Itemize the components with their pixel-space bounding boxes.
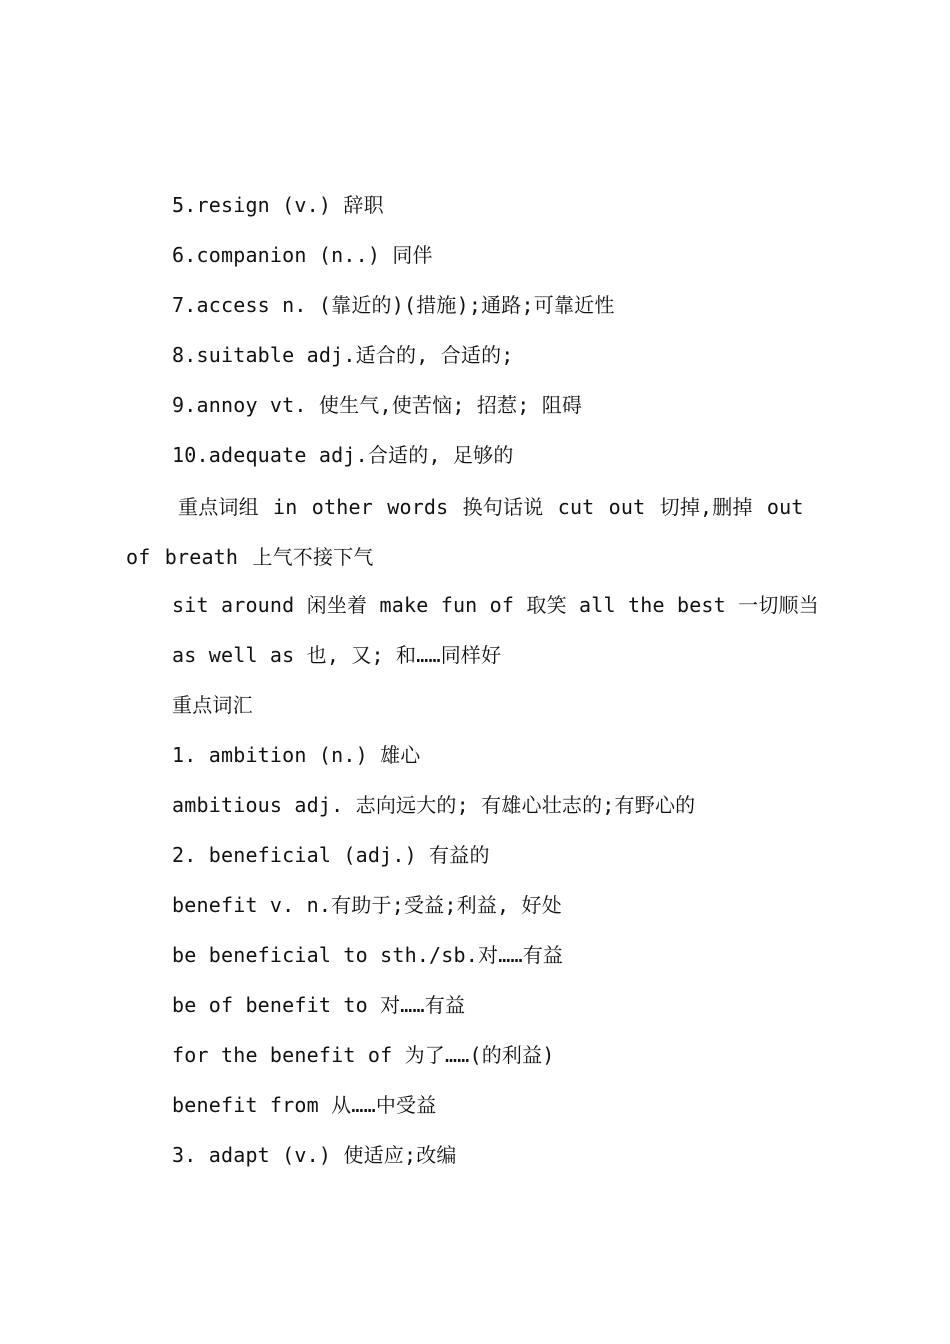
text-line: 2. beneficial (adj.) 有益的 — [172, 843, 490, 867]
text-line: ambitious adj. 志向远大的; 有雄心壮志的;有野心的 — [172, 793, 696, 817]
key-phrases-paragraph: 重点词组 in other words 换句话说 cut out 切掉,删掉 out of breath 上气不接下气 — [126, 495, 804, 569]
text-line: 7.access n. (靠近的)(措施);通路;可靠近性 — [172, 293, 615, 317]
section-heading: 重点词汇 — [172, 693, 253, 717]
text-line: 6.companion (n..) 同伴 — [172, 243, 433, 267]
text-line: 9.annoy vt. 使生气,使苦恼; 招惹; 阻碍 — [172, 393, 583, 417]
text-line: benefit v. n.有助于;受益;利益, 好处 — [172, 893, 562, 917]
text-line: be beneficial to sth./sb.对……有益 — [172, 943, 564, 967]
text-line: sit around 闲坐着 make fun of 取笑 all the best 一切顺当 — [172, 593, 819, 617]
text-line: 3. adapt (v.) 使适应;改编 — [172, 1143, 457, 1167]
text-line: 10.adequate adj.合适的, 足够的 — [172, 443, 514, 467]
text-line: for the benefit of 为了……(的利益) — [172, 1043, 555, 1067]
text-line: benefit from 从……中受益 — [172, 1093, 437, 1117]
text-line: 8.suitable adj.适合的, 合适的; — [172, 343, 514, 367]
document-body — [126, 182, 836, 1182]
text-line: 1. ambition (n.) 雄心 — [172, 743, 421, 767]
text-line: 5.resign (v.) 辞职 — [172, 193, 384, 217]
text-line: be of benefit to 对……有益 — [172, 993, 466, 1017]
text-line: as well as 也, 又; 和……同样好 — [172, 643, 502, 667]
